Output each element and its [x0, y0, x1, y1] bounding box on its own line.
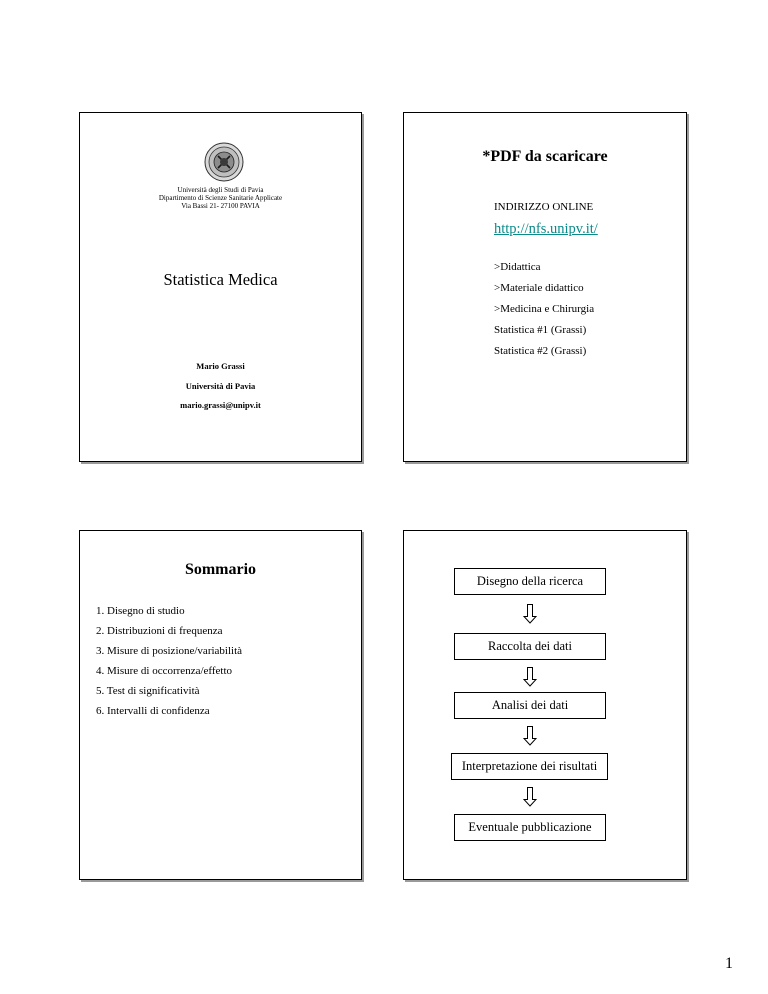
summary-title: Sommario — [184, 561, 257, 578]
university-address: Via Bassi 21- 27100 PAVIA — [181, 202, 260, 210]
department-name: Dipartimento di Scienze Sanitarie Applicate — [158, 194, 283, 202]
list-item: Statistica #2 (Grassi) — [494, 345, 587, 357]
arrow-down-icon — [523, 726, 537, 746]
flow-step-publication: Eventuale pubblicazione — [454, 814, 606, 841]
slide-research-flow — [403, 530, 687, 880]
university-info — [80, 186, 361, 210]
navigation-path-list — [494, 261, 594, 366]
slide-title — [79, 112, 362, 462]
list-item: 6. Intervalli di confidenza — [96, 705, 210, 717]
flow-step-design: Disegno della ricerca — [454, 568, 606, 595]
author-name: Mario Grassi — [196, 361, 245, 371]
list-item: Statistica #1 (Grassi) — [494, 324, 587, 336]
list-item: >Medicina e Chirurgia — [494, 303, 595, 315]
list-item: >Didattica — [494, 261, 541, 273]
author-affiliation: Università di Pavia — [185, 380, 256, 391]
slide-summary — [79, 530, 362, 880]
list-item: 3. Misure di posizione/variabilità — [96, 645, 243, 657]
online-address-label: INDIRIZZO ONLINE — [494, 201, 594, 213]
list-item: 1. Disegno di studio — [96, 605, 185, 617]
author-email: mario.grassi@unipv.it — [180, 400, 261, 410]
list-item: 2. Distribuzioni di frequenza — [96, 625, 223, 637]
arrow-down-icon — [523, 604, 537, 624]
flow-step-collection: Raccolta dei dati — [454, 633, 606, 660]
list-item: 4. Misure di occorrenza/effetto — [96, 665, 233, 677]
list-item: 5. Test di significatività — [96, 685, 200, 697]
slide-title-text: Statistica Medica — [163, 270, 278, 289]
online-address-link[interactable]: http://nfs.unipv.it/ — [494, 221, 598, 237]
flow-step-interpretation: Interpretazione dei risultati — [451, 753, 608, 780]
university-seal-icon — [204, 142, 244, 182]
slide-pdf-download — [403, 112, 687, 462]
arrow-down-icon — [523, 787, 537, 807]
author-block — [80, 360, 361, 419]
list-item: >Materiale didattico — [494, 282, 584, 294]
flow-step-analysis: Analisi dei dati — [454, 692, 606, 719]
summary-list — [96, 605, 242, 725]
pdf-title: *PDF da scaricare — [482, 148, 608, 165]
university-name: Università degli Studi di Pavia — [177, 186, 264, 194]
arrow-down-icon — [523, 667, 537, 687]
page-number: 1 — [725, 955, 733, 972]
